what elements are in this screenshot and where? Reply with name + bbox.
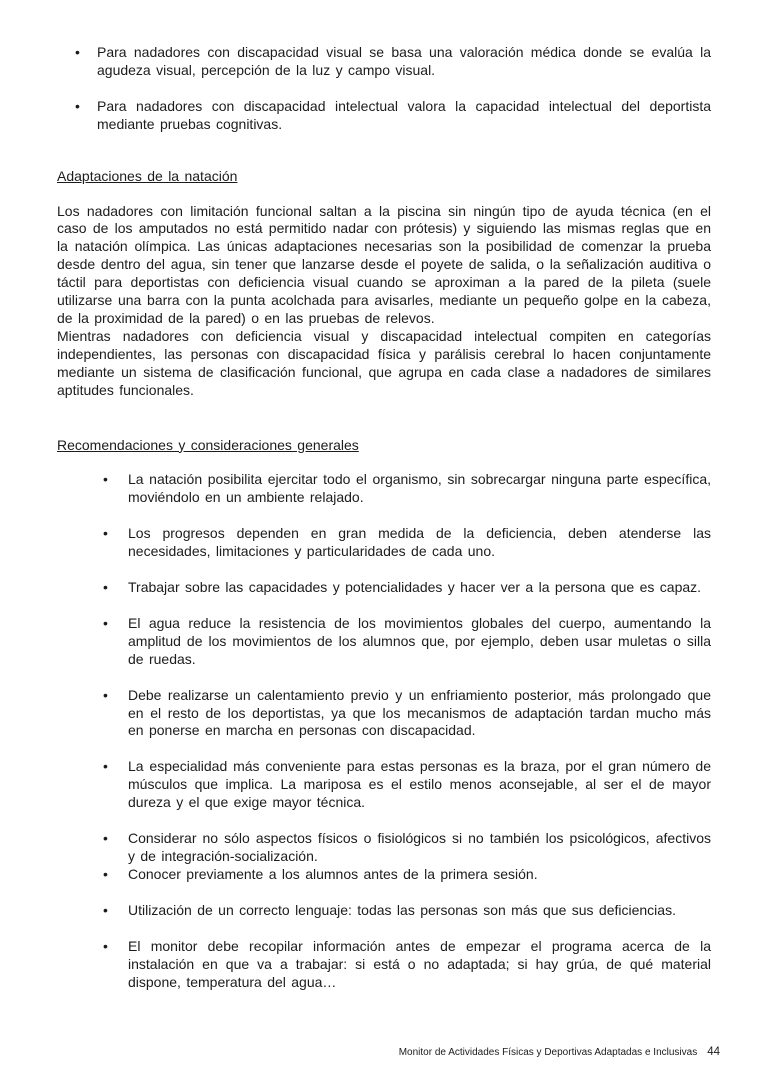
list-item (103, 758, 711, 812)
page-number: 44 (707, 1046, 720, 1058)
bullet-text: Considerar no sólo aspectos físicos o fisiológicos si no también los psicológicos, afectivos y de integración-socialización. (128, 830, 711, 864)
bullet-text: Para nadadores con discapacidad intelectual valora la capacidad intelectual del deportista mediante pruebas cognitivas. (97, 97, 711, 132)
bullet-text: La natación posibilita ejercitar todo el organismo, sin sobrecargar ninguna parte específica, moviéndolo en un ambiente relajado. (128, 471, 711, 506)
list-item (103, 579, 711, 597)
bullet-icon: • (103, 471, 108, 488)
list-item (103, 902, 711, 920)
section-heading-recomendaciones: Recomendaciones y consideraciones generales (57, 436, 359, 453)
bullet-text: El agua reduce la resistencia de los movimientos globales del cuerpo, aumentando la amplitud de los movimientos de los alumnos que, por ejemplo, deben usar muletas o silla de ruedas. (128, 614, 711, 667)
bullet-icon: • (103, 830, 108, 847)
bullet-text: Los progresos dependen en gran medida de la deficiencia, deben atenderse las necesidades, limitaciones y particularidades de cada uno. (128, 525, 711, 560)
bullet-icon: • (103, 758, 108, 775)
bullet-icon: • (103, 865, 108, 882)
bullet-text: Utilización de un correcto lenguaje: todas las personas son más que sus deficiencias. (128, 901, 676, 918)
list-item (103, 615, 711, 669)
bullet-text: La especialidad más conveniente para estas personas es la braza, por el gran número de músculos que implica. La mariposa es el estilo menos aconsejable, al ser el de mayor dureza y el que exige mayor técnica. (128, 758, 711, 811)
bullet-text: Debe realizarse un calentamiento previo y un enfriamiento posterior, más prolongado que en el resto de los deportistas, ya que los mecanismos de adaptación tardan mucho más en ponerse en marcha en personas con discapacidad. (128, 686, 711, 739)
bullet-icon: • (103, 525, 108, 542)
bullet-icon: • (103, 579, 108, 596)
bullet-text: Conocer previamente a los alumnos antes de la primera sesión. (128, 865, 538, 882)
bullet-icon: • (103, 937, 108, 954)
list-item (103, 938, 711, 992)
footer (399, 1042, 720, 1062)
list-item (75, 98, 711, 134)
paragraph: Los nadadores con limitación funcional saltan a la piscina sin ningún tipo de ayuda técnica (en el caso de los amputados no está permitido nadar con prótesis) y siguiendo las mismas reglas que en la natación olímpica. Las únicas adaptaciones necesarias son la posibilidad de comenzar la prueba desde dentro del agua, sin tener que lanzarse desde el poyete de salida, o la señalización auditiva o táctil para deportistas con deficiencia visual cuando se aproximan a la pared de la pileta (suele utilizarse una barra con la punta acolchada para avisarles, mediante un pequeño golpe en la cabeza, de la proximidad de la pared) o en las pruebas de relevos. (57, 202, 711, 326)
bullet-icon: • (75, 97, 80, 114)
intro-bullet-list (75, 44, 711, 134)
section-heading-adaptaciones: Adaptaciones de la natación (57, 167, 238, 184)
bullet-icon: • (103, 901, 108, 918)
bullet-icon: • (103, 686, 108, 703)
bullet-text: Para nadadores con discapacidad visual se basa una valoración médica donde se evalúa la agudeza visual, percepción de la luz y campo visual. (97, 44, 711, 78)
bullet-icon: • (103, 614, 108, 631)
list-item (103, 866, 711, 884)
bullet-text: El monitor debe recopilar información antes de empezar el programa acerca de la instalación en que va a trabajar: si está o no adaptada; si hay grúa, de qué material dispone, temperatura del agua… (128, 937, 711, 990)
list-item (75, 44, 711, 80)
list-item (103, 830, 711, 866)
paragraph: Mientras nadadores con deficiencia visual y discapacidad intelectual compiten en categorías independientes, las personas con discapacidad física y parálisis cerebral lo hacen conjuntamente mediante un sistema de clasificación funcional, que agrupa en cada clase a nadadores de similares aptitudes funcionales. (57, 327, 711, 398)
adaptations-paragraph-block (57, 203, 711, 400)
bullet-icon: • (75, 44, 80, 60)
footer-title: Monitor de Actividades Físicas y Deportivas Adaptadas e Inclusivas (398, 1047, 698, 1058)
list-item (103, 471, 711, 507)
recommendations-bullet-list (103, 471, 711, 991)
bullet-text: Trabajar sobre las capacidades y potencialidades y hacer ver a la persona que es capaz. (128, 579, 702, 596)
list-item (103, 525, 711, 561)
list-item (103, 687, 711, 741)
